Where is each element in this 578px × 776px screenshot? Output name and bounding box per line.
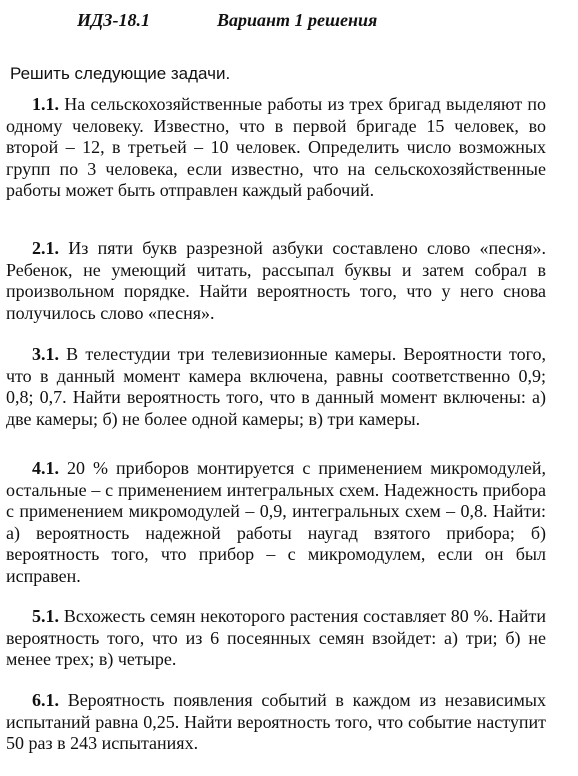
task-2 [6, 238, 546, 324]
page-header [0, 10, 578, 34]
variant-title: Вариант 1 решения [217, 10, 378, 30]
task-number: 6.1. [32, 690, 59, 710]
task-number: 4.1. [32, 458, 59, 478]
task-text: 20 % приборов монтируется с применением микромодулей, остальные – с применением интегральных схем. Надежность прибора с применением микромодулей – 0,9, интегральных схем – 0,8. Найти: а) вероятность надежной работы наугад взятого прибора; б) вероятность того, что прибор – с микромодулем, если он был исправен. [6, 458, 547, 586]
task-5 [6, 606, 546, 671]
task-1 [6, 94, 546, 202]
task-text: Вероятность появления событий в каждом из независимых испытаний равна 0,25. Найти вероятность того, что событие наступит 50 раз в 243 испытаниях. [6, 690, 546, 754]
task-number: 2.1. [32, 238, 59, 258]
task-text: Из пяти букв разрезной азбуки составлено слово «песня». Ребенок, не умеющий читать, рассыпал буквы и затем собрал в произвольном порядке. Найти вероятность того, что у него снова получилось слово «песня». [6, 238, 547, 323]
intro-text: Решить следующие задачи. [10, 64, 231, 83]
task-text: В телестудии три телевизионные камеры. Вероятности того, что в данный момент камера включена, равны соответственно 0,9; 0,8; 0,7. Найти вероятность того, что в данный момент включены: а) две камеры; б) не более одной камеры; в) три камеры. [6, 344, 547, 429]
task-4 [6, 458, 546, 588]
task-text: На сельскохозяйственные работы из трех бригад выделяют по одному человеку. Известно, что в первой бригаде 15 человек, во второй – 12, в третьей – 10 человек. Определить число возможных групп по 3 человека, если известно, что на сельскохозяйственные работы может быть отправлен каждый рабочий. [6, 94, 546, 201]
assignment-code: ИДЗ-18.1 [77, 10, 150, 30]
task-number: 3.1. [32, 344, 59, 364]
task-text: Всхожесть семян некоторого растения составляет 80 %. Найти вероятность того, что из 6 посеянных семян взойдет: а) три; б) не менее трех; в) четыре. [6, 606, 547, 670]
task-number: 5.1. [32, 606, 59, 626]
task-3 [6, 344, 546, 430]
task-number: 1.1. [32, 94, 59, 114]
task-6 [6, 690, 546, 755]
